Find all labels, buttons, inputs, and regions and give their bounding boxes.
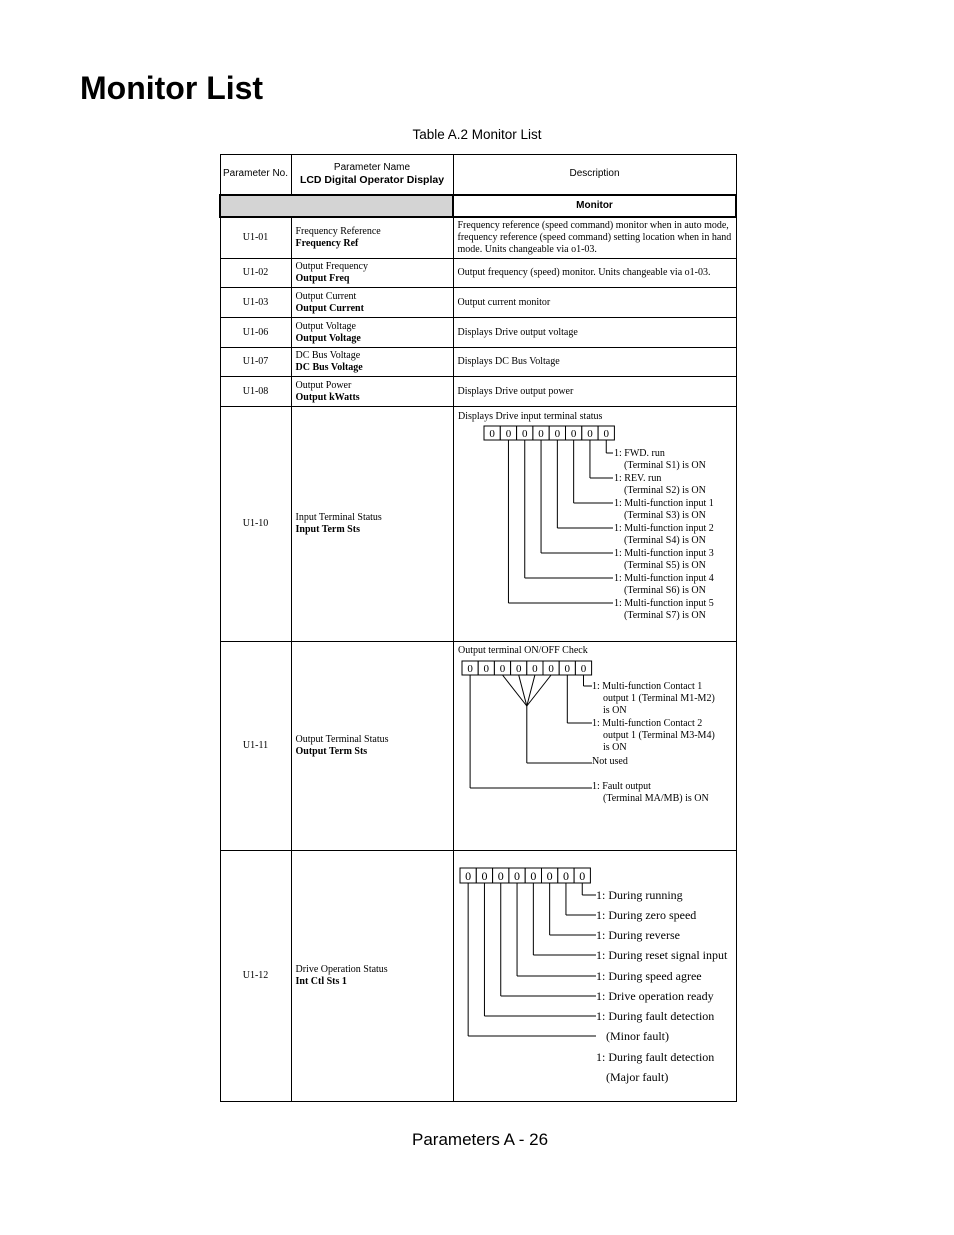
terminal-label: 1: Multi-function input 5 [613,598,714,609]
param-no: U1-10 [220,407,291,642]
monitor-table [219,154,737,1102]
param-no: U1-01 [220,217,291,259]
lcd-name: Input Term Sts [295,524,360,535]
terminal-label-detail: (Terminal S1) is ON [623,460,706,471]
section-shade [220,195,453,217]
param-name: Input Terminal Status [295,512,382,523]
lcd-name: Int Ctl Sts 1 [295,976,347,987]
bit-value: 0 [537,428,544,440]
lcd-name: Output Current [295,302,364,314]
table-row [220,851,736,1102]
param-name: Drive Operation Status [295,964,388,975]
bit-value: 0 [562,869,569,883]
param-name-cell [291,288,453,318]
status-label: 1: During zero speed [595,908,696,922]
terminal-label: 1: Multi-function input 1 [613,498,714,509]
terminal-label: 1: Multi-function input 4 [613,573,714,584]
param-desc: Displays Drive output power [453,377,736,407]
terminal-label: 1: Multi-function input 3 [613,548,714,559]
terminal-label-detail: (Terminal S2) is ON [623,485,706,496]
param-name: Output Voltage [295,320,356,332]
param-no: U1-07 [220,348,291,377]
lcd-name: Frequency Ref [295,237,359,249]
bit-value: 0 [586,428,593,440]
section-row [220,195,736,217]
param-no: U1-11 [220,642,291,851]
table-row [220,217,736,259]
output-terminal-diagram-cell [453,642,736,851]
terminal-label: 1: FWD. run [613,448,665,459]
header-lcd-label: LCD Digital Operator Display [299,174,445,187]
param-desc: Displays Drive input terminal status [457,411,602,422]
header-param-name [291,155,453,195]
output-label-detail: output 1 (Terminal M1-M2) [602,693,715,704]
lcd-name: Output Voltage [295,332,361,344]
param-name: Frequency Reference [295,225,381,237]
param-desc: Frequency reference (speed command) monitor when in auto mode, frequency reference (speed command) setting location when in hand mode. Units changeable via o1-03. [453,217,736,259]
bit-value: 0 [480,869,487,883]
output-label-detail: is ON [602,742,627,753]
table-row [220,259,736,288]
lcd-name: Output Term Sts [295,746,368,757]
table-row [220,377,736,407]
table-row [220,288,736,318]
param-no: U1-02 [220,259,291,288]
status-label: (Minor fault) [605,1029,669,1043]
output-label: Not used [591,756,628,767]
param-name-cell [291,851,453,1102]
bit-value: 0 [521,428,527,440]
param-desc: Output terminal ON/OFF Check [457,645,588,656]
param-desc: Displays DC Bus Voltage [453,348,736,377]
bit-value: 0 [570,428,576,440]
bit-value: 0 [505,428,511,440]
status-label: (Major fault) [605,1070,668,1084]
param-name-cell [291,348,453,377]
bit-value: 0 [483,663,489,675]
table-row [220,642,736,851]
status-label: 1: During fault detection [595,1050,714,1064]
output-label: 1: Multi-function Contact 1 [591,681,702,692]
param-name: Output Current [295,290,357,302]
bit-value: 0 [464,869,471,883]
status-label: 1: During speed agree [595,969,702,983]
bit-value: 0 [497,869,504,883]
param-no: U1-12 [220,851,291,1102]
param-no: U1-03 [220,288,291,318]
bit-value: 0 [513,869,520,883]
header-description: Description [453,155,736,195]
param-no: U1-08 [220,377,291,407]
bit-value: 0 [578,869,585,883]
bit-value: 0 [580,663,586,675]
param-name-cell [291,259,453,288]
param-name-cell [291,217,453,259]
table-row [220,318,736,348]
bit-value: 0 [515,663,521,675]
param-desc: Output current monitor [453,288,736,318]
terminal-label-detail: (Terminal S3) is ON [623,510,706,521]
param-name-cell [291,377,453,407]
lcd-name: Output Freq [295,273,350,284]
bit-value: 0 [554,428,560,440]
param-desc: Output frequency (speed) monitor. Units changeable via o1-03. [453,259,736,288]
operation-status-diagram [454,851,736,1100]
param-name: Output Frequency [295,261,368,272]
lcd-name: DC Bus Voltage [295,362,363,373]
status-label: 1: During running [595,888,683,902]
terminal-label-detail: (Terminal S4) is ON [623,535,706,546]
terminal-label: 1: Multi-function input 2 [613,523,714,534]
table-row [220,407,736,642]
bit-value: 0 [531,663,538,675]
terminal-label: 1: REV. run [613,473,661,484]
section-title: Monitor [453,195,736,217]
status-label: 1: During reset signal input [595,948,727,962]
output-label-detail: is ON [602,705,627,716]
param-name-cell [291,318,453,348]
param-name-cell [291,407,453,642]
output-label-detail: (Terminal MA/MB) is ON [602,793,709,804]
bit-value: 0 [564,663,570,675]
input-terminal-diagram [454,407,736,640]
output-label: 1: Multi-function Contact 2 [591,718,702,729]
table-header-row [220,155,736,195]
page-title: Monitor List [80,70,264,106]
terminal-label-detail: (Terminal S7) is ON [623,610,706,621]
terminal-label-detail: (Terminal S5) is ON [623,560,706,571]
lcd-name: Output kWatts [295,391,360,403]
bit-value: 0 [546,869,553,883]
output-terminal-diagram [454,642,736,849]
bit-value: 0 [499,663,505,675]
bit-value: 0 [488,428,495,440]
param-name: Output Terminal Status [295,734,389,745]
param-desc: Displays Drive output voltage [453,318,736,348]
table-caption: Table A.2 Monitor List [412,127,542,142]
output-label: 1: Fault output [591,781,651,792]
operation-status-diagram-cell [453,851,736,1102]
status-label: 1: During fault detection [595,1009,714,1023]
param-name: Output Power [295,379,352,391]
param-name: DC Bus Voltage [295,350,361,361]
status-label: 1: During reverse [595,928,680,942]
page-footer: Parameters A - 26 [412,1130,549,1149]
input-terminal-diagram-cell [453,407,736,642]
table-row [220,348,736,377]
bit-value: 0 [603,428,609,440]
terminal-label-detail: (Terminal S6) is ON [623,585,706,596]
status-label: 1: Drive operation ready [595,989,714,1003]
header-name-label: Parameter Name [333,162,411,174]
header-param-no: Parameter No. [220,155,291,195]
param-no: U1-06 [220,318,291,348]
bit-value: 0 [547,663,554,675]
bit-value: 0 [466,663,473,675]
param-name-cell [291,642,453,851]
output-label-detail: output 1 (Terminal M3-M4) [602,730,715,741]
bit-value: 0 [529,869,536,883]
